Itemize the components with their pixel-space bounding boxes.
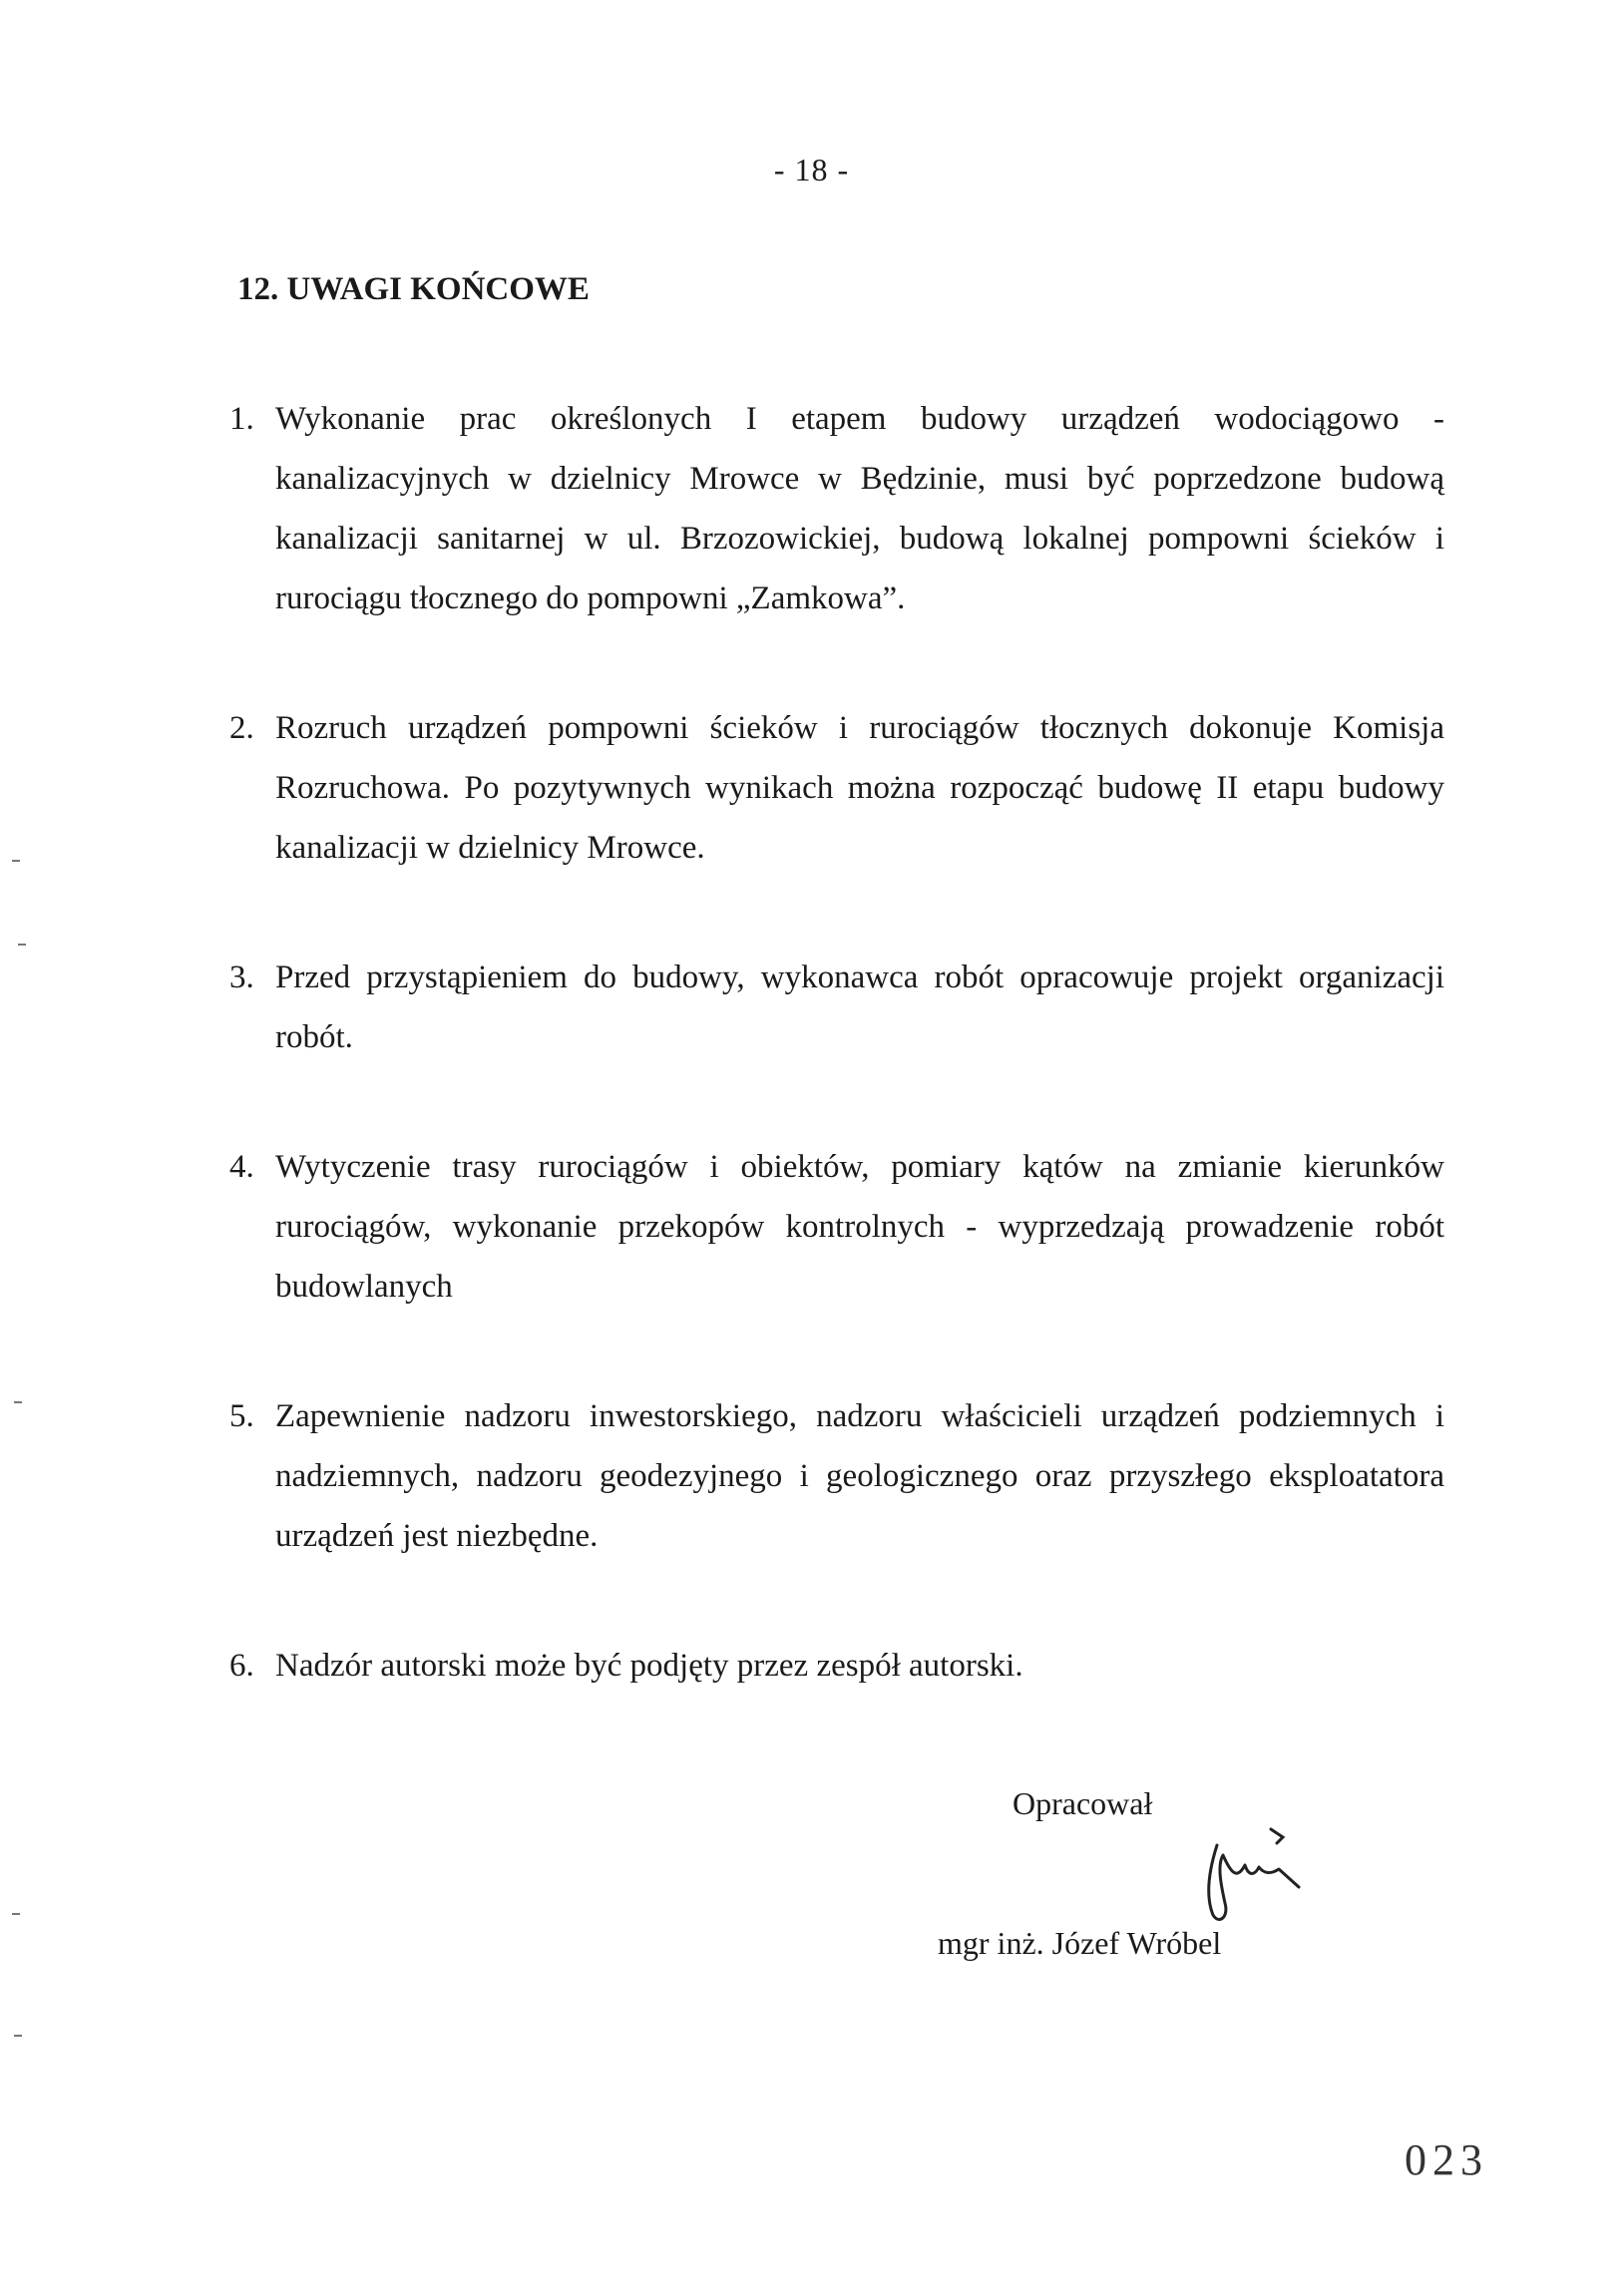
item-text: Wytyczenie trasy rurociągów i obiektów, pomiary kątów na zmianie kierunków rurociągów, wykonanie przekopów kontrolnych - wyprzedzają prowadzenie robót budowlanych bbox=[275, 1149, 1444, 1305]
item-text: Rozruch urządzeń pompowni ścieków i rurociągów tłocznych dokonuje Komisja Rozruchowa. Po pozytywnych wynikach można rozpocząć budowę II etapu budowy kanalizacji w dzielnicy Mrowce. bbox=[275, 710, 1444, 866]
signature-stroke bbox=[1209, 1845, 1299, 1919]
signature-tick bbox=[1271, 1829, 1283, 1843]
scan-mark bbox=[18, 944, 26, 946]
list-item bbox=[229, 1636, 1444, 1696]
handwritten-signature bbox=[1187, 1825, 1307, 1935]
item-number: 2. bbox=[229, 710, 254, 746]
list-item bbox=[229, 1137, 1444, 1317]
author-name: mgr inż. Józef Wróbel bbox=[938, 1925, 1222, 1961]
remarks-list bbox=[229, 389, 1444, 1765]
item-text: Przed przystąpieniem do budowy, wykonawca robót opracowuje projekt organizacji robót. bbox=[275, 959, 1444, 1055]
list-item bbox=[229, 698, 1444, 878]
item-number: 4. bbox=[229, 1149, 254, 1185]
list-item bbox=[229, 389, 1444, 628]
item-text: Zapewnienie nadzoru inwestorskiego, nadzoru właścicieli urządzeń podziemnych i nadziemnych, nadzoru geodezyjnego i geologicznego oraz przyszłego eksploatatora urządzeń jest niezbędne. bbox=[275, 1398, 1444, 1554]
signature-block bbox=[938, 1785, 1337, 2025]
scan-mark bbox=[14, 2035, 22, 2037]
list-item bbox=[229, 948, 1444, 1067]
scan-mark bbox=[14, 1401, 22, 1403]
prepared-by-label: Opracował bbox=[1013, 1785, 1153, 1821]
item-number: 6. bbox=[229, 1648, 254, 1684]
archive-number: 023 bbox=[1405, 2135, 1488, 2184]
item-number: 3. bbox=[229, 959, 254, 995]
scan-mark bbox=[12, 1913, 20, 1915]
list-item bbox=[229, 1386, 1444, 1566]
item-number: 1. bbox=[229, 401, 254, 437]
section-title: 12. UWAGI KOŃCOWE bbox=[237, 271, 590, 307]
item-number: 5. bbox=[229, 1398, 254, 1434]
item-text: Nadzór autorski może być podjęty przez zespół autorski. bbox=[275, 1648, 1023, 1684]
scan-mark bbox=[12, 860, 20, 862]
item-text: Wykonanie prac określonych I etapem budowy urządzeń wodociągowo - kanalizacyjnych w dzielnicy Mrowce w Będzinie, musi być poprzedzone budową kanalizacji sanitarnej w ul. Brzozowickiej, budową lokalnej pompowni ścieków i rurociągu tłocznego do pompowni „Zamkowa”. bbox=[275, 401, 1444, 616]
page-number: - 18 - bbox=[773, 152, 850, 188]
